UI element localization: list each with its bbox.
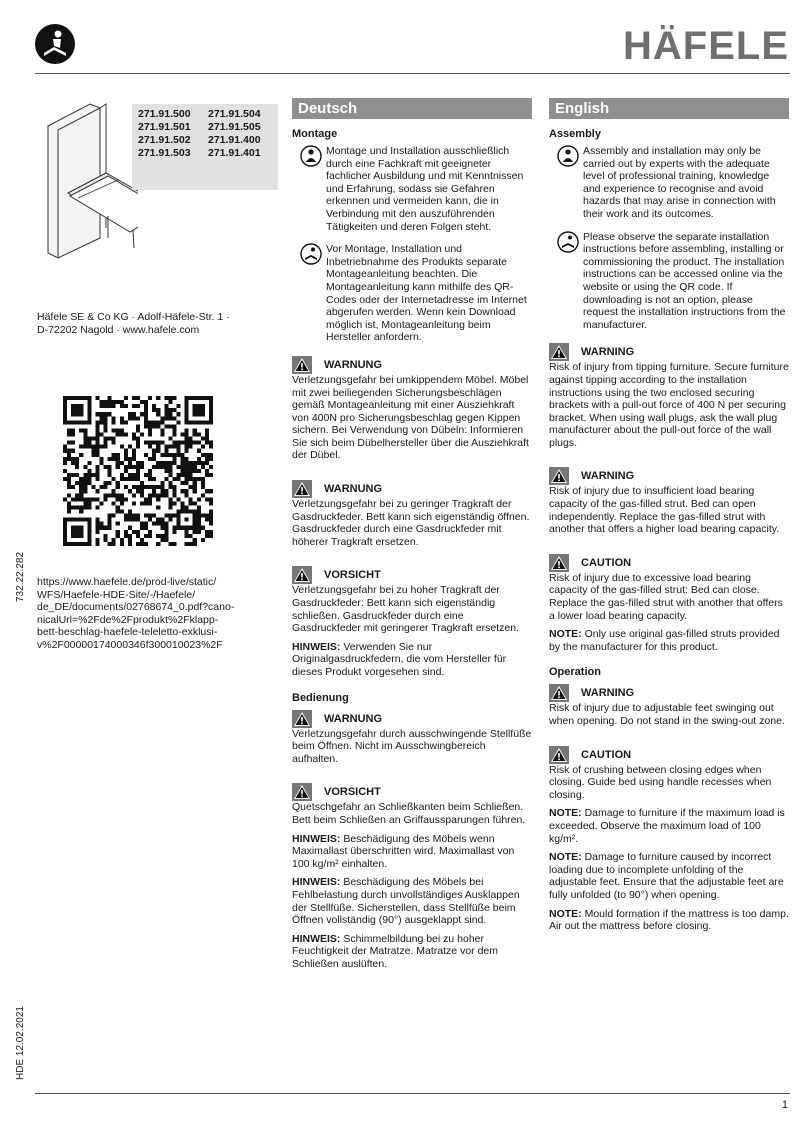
note	[292, 876, 532, 926]
caution-block	[549, 554, 789, 622]
warning-label: WARNUNG	[324, 358, 383, 371]
note-text: Damage to furniture caused by incorrect loading due to incomplete unfolding of the adjustable feet. Ensure that the adjustable feet are fully unfolded (to 90°) when opening.	[549, 851, 784, 901]
assembly-title: Assembly	[549, 128, 601, 140]
warning-block	[292, 356, 532, 462]
warning-block	[549, 684, 789, 727]
caution-text: Quetschgefahr an Schließkanten beim Schließen. Bett beim Schließen an Griffaussparungen führen.	[292, 801, 526, 826]
url-line: nicalUrl=%2Fde%2Fprodukt%2Fklapp-	[37, 613, 219, 626]
caution-block	[292, 783, 532, 826]
caution-label: CAUTION	[581, 556, 632, 569]
note-label: HINWEIS:	[292, 640, 341, 653]
montage-text-1: Montage und Installation ausschließlich durch eine Fachkraft mit geeigneter fachlicher Ausbildung und mit Kenntnissen und Erfahrung, sodass sie Gefahren erkennen und vermeiden kann, die in Verbindung mit den auszuführenden Tätigkeiten und deren Folgen steht.	[326, 145, 524, 233]
warning-text: Verletzungsgefahr bei zu geringer Tragkraft der Gasdruckfeder. Bett kann sich eigenständig öffnen. Gasdruckfeder durch eine Gasdruckfeder mit höherer Tragkraft ersetzen.	[292, 498, 530, 548]
warning-block	[549, 343, 789, 449]
read-manual-icon	[557, 231, 579, 253]
warning-label: WARNING	[581, 687, 635, 700]
assembly-text-1: Assembly and installation may only be carried out by experts with the adequate level of professional training, knowledge and experience to recognise and avoid hazards that may arise in connection with their work and its outcomes.	[583, 145, 776, 220]
brand-logo: HÄFELE	[623, 24, 789, 68]
note-text: Beschädigung des Möbels wenn Maximallast überschritten wird. Maximallast von 100 kg/m² einhalten.	[292, 832, 515, 870]
montage-text-2: Vor Montage, Installation und Inbetriebnahme des Produkts separate Montageanleitung beachten. Die Montageanleitung kann mithilfe des QR-Codes oder der Internetadresse im Internet abgerufen werden. Wenn kein Download möglich ist, Montageanleitung beim Hersteller anfordern.	[326, 243, 527, 344]
bedienung-title: Bedienung	[292, 691, 349, 704]
side-document-code: 732.22.282	[15, 551, 26, 602]
caution-text: Verletzungsgefahr bei zu hoher Tragkraft der Gasdruckfeder: Bett kann sich eigenständig schließen. Gasdruckfeder durch eine Gasdruckfeder mit geringerer Tragkraft ersetzen.	[292, 584, 520, 635]
company-address	[37, 311, 262, 336]
caution-label: VORSICHT	[324, 786, 381, 799]
warning-text: Verletzungsgefahr durch ausschwingende Stellfüße beim Öffnen. Nicht im Ausschwingbereich aufhalten.	[292, 727, 532, 765]
note	[549, 908, 789, 933]
caution-text: Risk of injury due to excessive load bearing capacity of the gas-filled strut: Bed can close. Replace the gas-filled strut with another that offers a lower load bearing capacity.	[549, 571, 783, 622]
operation-title: Operation	[549, 666, 601, 679]
warning-triangle-icon	[549, 554, 569, 572]
warning-block	[292, 480, 532, 548]
product-code: 271.91.502	[138, 134, 191, 146]
expert-icon	[300, 145, 322, 167]
url-line: v%2F00000174000346f300010023%2F	[37, 638, 223, 651]
manual-notice	[549, 231, 789, 332]
footer-divider	[35, 1093, 790, 1094]
warning-text: Risk of injury due to insufficient load bearing capacity of the gas-filled strut. Bed can open independently. Replace the gas-filled strut with another that offers a higher load bearing capacity.	[549, 485, 780, 536]
warning-label: WARNING	[581, 346, 635, 359]
column-deutsch	[292, 98, 532, 971]
note	[549, 628, 789, 653]
note-text: Damage to furniture if the maximum load is exceeded. Observe the maximum load of 100 kg/m².	[549, 807, 785, 845]
url-line: WFS/Haefele-HDE-Site/-/Haefele/	[37, 588, 196, 601]
url-line: https://www.haefele.de/prod-live/static/	[37, 576, 217, 588]
company-line2: D-72202 Nagold · www.hafele.com	[37, 323, 200, 336]
qr-code[interactable]	[63, 396, 213, 546]
note-label: NOTE:	[549, 907, 582, 920]
note-text: Beschädigung des Möbels bei Fehlbelastung durch unvollständiges Ausklappen der Stellfüße. Sicherstellen, dass Stellfüße beim Öffnen vollständig (90°) ausgeklappt sind.	[292, 876, 520, 927]
product-code: 271.91.503	[138, 147, 191, 159]
warning-triangle-icon	[549, 746, 569, 764]
warning-text: Risk of injury from tipping furniture. Secure furniture against tipping according to the installation instructions using the two enclosed securing brackets with a pull-out force of 400 N per securing bracket. When using wall plugs, ask the wall plug manufacturer about the pull-out force of the wall plugs.	[549, 361, 789, 449]
product-code: 271.91.401	[208, 147, 261, 159]
expert-notice	[549, 145, 789, 221]
warning-triangle-icon	[549, 343, 569, 361]
download-url[interactable]	[37, 576, 267, 652]
deutsch-heading: Deutsch	[292, 98, 532, 119]
caution-block	[549, 746, 789, 802]
note-label: NOTE:	[549, 851, 582, 864]
note-text: Only use original gas-filled struts provided by the manufacturer for this product.	[549, 628, 780, 653]
side-date: HDE 12.02.2021	[15, 1006, 26, 1080]
english-heading: English	[549, 98, 789, 119]
note-text: Verwenden Sie nur Originalgasdruckfedern, die vom Hersteller für dieses Produkt vorgesehen sind.	[292, 640, 507, 678]
product-codes-box	[132, 104, 278, 190]
read-manual-icon	[34, 23, 76, 65]
product-code: 271.91.501	[138, 121, 191, 133]
warning-label: WARNUNG	[324, 712, 383, 725]
foldaway-bed-illustration	[38, 98, 138, 284]
read-manual-icon	[300, 243, 322, 265]
product-code: 271.91.500	[138, 108, 191, 120]
page-number: 1	[781, 1099, 788, 1111]
warning-text: Verletzungsgefahr bei umkippendem Möbel. Möbel mit zwei beiliegenden Sicherungsbeschlägen gemäß Montageanleitung mit einer Ausziehkraft von 400N pro Sicherungsbeschlag gegen Kippen sichern. Bei Verwendung von Dübeln: Informieren Sie sich beim Dübelhersteller über die Ausziehkraft der Dübel.	[292, 373, 529, 462]
note-label: HINWEIS:	[292, 832, 341, 845]
url-line: bett-beschlag-haefele-teleletto-exklusi-	[37, 626, 218, 639]
caution-label: CAUTION	[581, 748, 632, 761]
expert-icon	[557, 145, 579, 167]
caution-label: VORSICHT	[324, 569, 381, 582]
note	[292, 641, 532, 679]
note-text: Schimmelbildung bei zu hoher Feuchtigkeit der Matratze. Matratze vor dem Schließen auslüften.	[292, 932, 498, 970]
warning-triangle-icon	[292, 356, 312, 374]
note-label: HINWEIS:	[292, 932, 341, 945]
url-line: de_DE/documents/02768674_0.pdf?cano-	[37, 601, 235, 614]
warning-triangle-icon	[292, 480, 312, 498]
warning-block	[292, 710, 532, 766]
warning-label: WARNUNG	[324, 483, 383, 496]
warning-triangle-icon	[292, 710, 312, 728]
note-label: HINWEIS:	[292, 876, 341, 889]
warning-triangle-icon	[292, 783, 312, 801]
header-divider	[35, 73, 790, 74]
product-code: 271.91.504	[208, 108, 261, 120]
expert-notice	[292, 145, 532, 233]
warning-block	[549, 467, 789, 535]
column-english	[549, 98, 789, 933]
product-code: 271.91.505	[208, 121, 261, 133]
note	[292, 833, 532, 871]
note	[549, 851, 789, 901]
note-label: NOTE:	[549, 628, 582, 641]
company-line1: Häfele SE & Co KG · Adolf-Häfele-Str. 1 ·	[37, 311, 230, 323]
caution-block	[292, 566, 532, 634]
note	[549, 807, 789, 845]
note	[292, 933, 532, 971]
warning-triangle-icon	[549, 684, 569, 702]
caution-text: Risk of crushing between closing edges when closing. Guide bed using handle recesses when closing.	[549, 763, 772, 801]
montage-title: Montage	[292, 128, 338, 140]
warning-triangle-icon	[292, 566, 312, 584]
manual-notice	[292, 243, 532, 344]
note-label: NOTE:	[549, 807, 582, 820]
warning-text: Risk of injury due to adjustable feet swinging out when opening. Do not stand in the swing-out zone.	[549, 702, 785, 727]
note-text: Mould formation if the mattress is too damp. Air out the mattress before closing.	[549, 907, 789, 933]
product-code: 271.91.400	[208, 134, 261, 146]
assembly-text-2: Please observe the separate installation instructions before assembling, installing or commissioning the product. The installation instructions can be accessed online via the website or using the QR code. If downloading is not an option, please request the installation instructions from the manufacturer.	[583, 230, 786, 331]
warning-label: WARNING	[581, 470, 635, 483]
warning-triangle-icon	[549, 467, 569, 485]
